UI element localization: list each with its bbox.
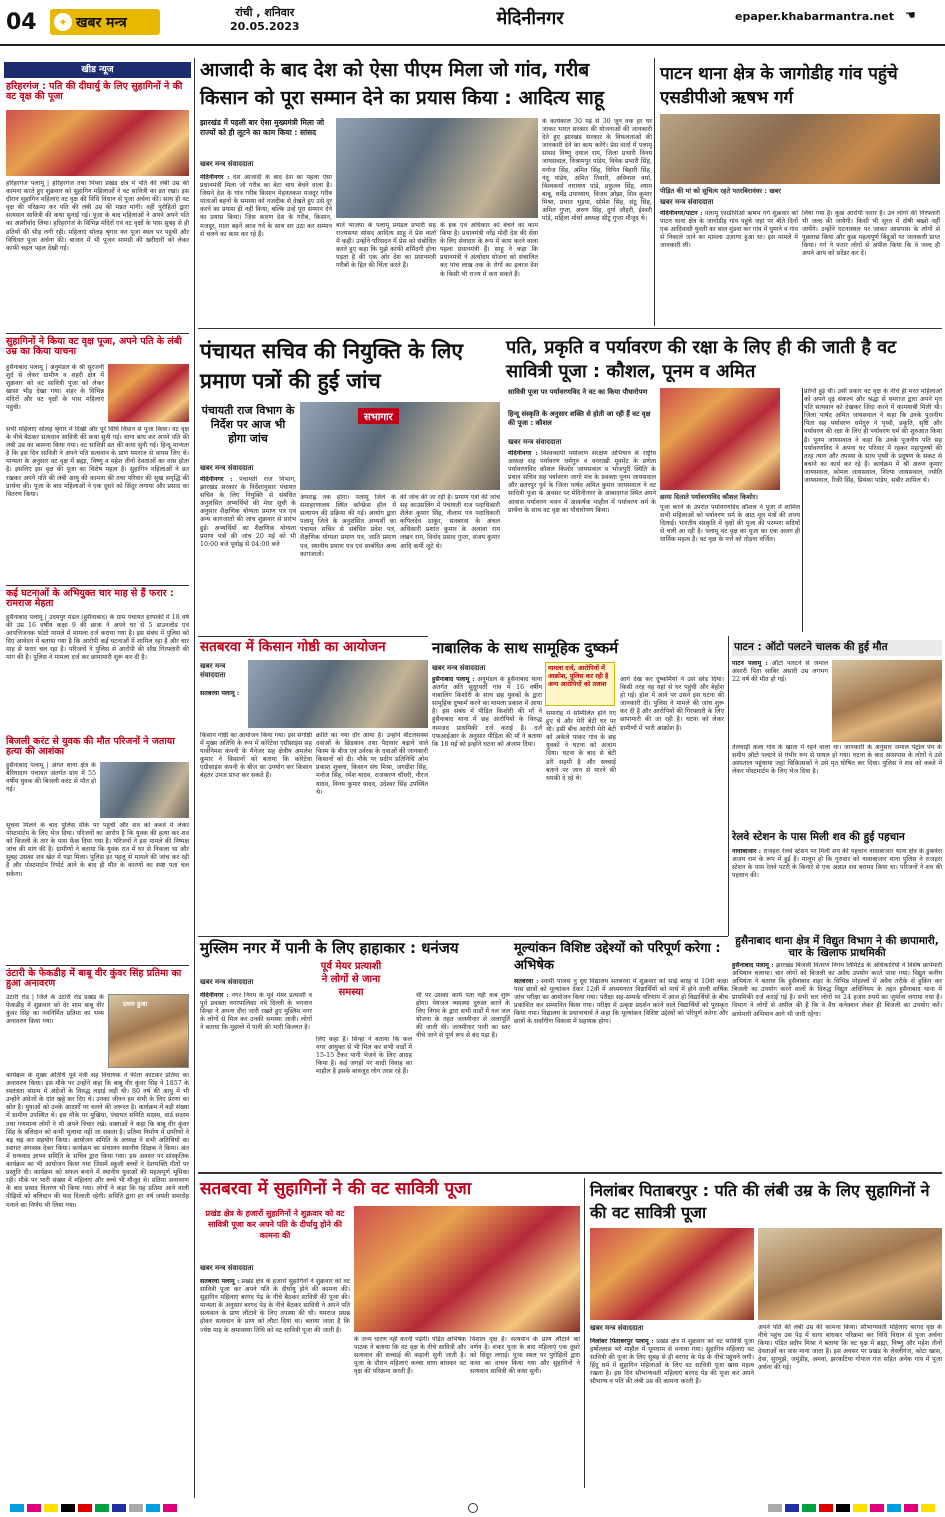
byline: खबर मन्त्र संवाददाता xyxy=(660,198,714,206)
photo-label: प्रथम हुआ xyxy=(123,1000,148,1008)
story-body: नावाबाजार : राजहरा रेलवे स्टेशन पर मिली शव की पहचान नावाबाजार थाना क्षेत्र के डुकवेरा अजय राम के रूप में हुई है। मालूम हो कि गुरुवार को नावाबाजार थाना पुलिस ने राजहरा स्टेशन के पास रेलवे पटरी के किनारे से एक अज्ञात शव बरामद किया था। परिजनों ने शव की पहचान की। xyxy=(732,848,942,880)
story-body: किसान गोष्ठी का आयोजन किया गया। इस संगोष्ठी में मुख्य अतिथि के रूप में कोरेटेवा एग्रीसाइंस सह पार्वनिमश कंपनी के मैनेजर सह क्षेत्रीय अमलेश कुमार ने किसानों को बताया कि कोरेटेवा एग्रीसाइंस कंपनी के बीज का उपयोग कर किसान बेहतर उपज प्राप्त कर सकते हैं। xyxy=(200,732,312,780)
story-body: अपराह्न तक होगा। पलामू जिले के समाहरणालय स्थित कॉन्फ्रेंस हॉल में सत्यापन की प्रक्रिया की गई। आयोग द्वारा पलामू जिले के अनुशंसित अभ्यर्थी का पंचायत सचिव से संबंधित प्रवेश पत्र, शैक्षणिक योग्यता प्रमाण पत्र, जाति प्रमाण पत्र, स्थानीय प्रमाण पत्र एवं सम्बंधित अन्य कागजातों। xyxy=(300,494,396,558)
story-body: मेदिनीनगर/पाटन : पलामू एसडीपीओ ऋषभ गर्ग शुक्रवार को पाटन थाना क्षेत्र के जागोडीह गांव पहुंचे जहां पर बीते दिनों एक आदिवासी युवती का बाल मुंडवा कर गांव में घुमाने व गांव से निकाले जाने का मामला उजागर हुआ था। इस मामले में जानकारी ली। xyxy=(660,210,798,250)
bijli-headline[interactable]: हुसैनाबाद थाना क्षेत्र में विद्युत विभाग ने की छापामारी, चार के खिलाफ प्राथमिकी xyxy=(735,935,939,959)
story-body: के हक एवं अधिकार को बेचने का काम किया है। प्रधानमंत्री नरेंद्र मोदी देश की सेवा के लिए सेवादार के रूप में काम करने वाला पहला प्रधानमंत्री हैं। साहू ने कहा कि प्रधानमंत्री ने अंत्योदय योजना को संचालित कर पांच लाख तक के रोगों का इलाज देश के किसी भी राज्य में करा सकते हैं। xyxy=(440,222,538,278)
news-photo xyxy=(832,660,942,742)
story-dateline: हुसैनाबाद पलामू : xyxy=(432,676,475,683)
story-dateline: मेदिनीनगर/पाटन : xyxy=(660,210,703,217)
registration-strip xyxy=(0,1498,945,1517)
story-dateline: सतबरवा पलामू : xyxy=(200,1278,240,1285)
vat-kicker: सावित्री पूजा पर पर्यावरणविद ने वट का किया पौधारोपण xyxy=(508,388,648,396)
story-body: की जांच की जा रही है। प्रमाण पत्रों की जांच सह काउंसलिंग में पंचायती राज पदाधिकारी शैलेश कुमार सिंह, नीलाम पत्र पदाधिकारी कपिलदेव ठाकुर, सतबरवा के अंचल अधिकारी प्रशांत कुमार के अलावा राम लखन राम, विनोद प्रसाद गुप्ता, संजय कुमार आदि कर्मी जुटे थे। xyxy=(400,494,500,550)
story-body: थी पर उसका कार्य पता नहीं कब शुरू होगा। पेयजल व्यवस्था दुरुस्त करने के लिए निगम के द्वारा सभी वार्डों में नल जल योजना के तहत जलमीनार से जलापूर्ति की जाती थी। जलमीनार पानी का स्तर नीचे जाने से पूर्ण रूप से बंद पड़ा है। xyxy=(416,992,510,1040)
nabalik-kicker: मामला दर्ज, आरोपियों में आक्रोश, पुलिस कर रही है अन्य आरोपियों को तलाश xyxy=(545,662,615,706)
kisan-headline[interactable]: सतबरवा में किसान गोष्ठी का आयोजन xyxy=(200,639,386,655)
lead-headline-line2[interactable]: किसान को पूरा सम्मान देने का प्रयास किया : आदित्य साहू xyxy=(200,87,604,109)
byline: खबर मन्त्र संवाददाता xyxy=(432,664,486,672)
story-body: मेदिनीनगर : विश्वव्यापी पर्यावरण संरक्षण अभियान के राष्ट्रीय अध्यक्ष सह पर्यावरण धर्मगुरु व वनराखी मूवमेंट के प्रणेता पर्यावरणविद कौशल किशोर जायसवाल व भोजपुरी स्थिति के प्रधान सचिव सह पर्यावरण जागो मंच के प्रवक्ता पूनम जायसवाल और छतरपुर पूर्व के जिला पार्षद अमित कुमार जायसवाल ने वट सावित्री पूजा के अवसर पर मेदिनीनगर के आबादगंज स्थित अपने आवास पर्यावरण भवन में आकर्षक माहौल में पर्यावरण धर्म के प्रार्थना के साथ वट वृक्ष का पौधारोपण किया। xyxy=(508,450,656,514)
epaper-link[interactable]: epaper.khabarmantra.net xyxy=(735,10,894,23)
story-headline[interactable]: कई घटनाओं के अभियुक्त चार माह से हैं फरार : रामराज मेहता xyxy=(6,588,174,610)
story-body: के कार्यकाल 30 मई से 30 जून तक हर घर जाकर भारत सरकार की योजनाओं की जानकारी देते हुए झारखंड सरकार के विफलताओं की जानकारी देने का काम करेंगे। प्रेस वार्ता में पलामू सांसद विष्णु दयाल राम, जिला प्रभारी विनय जायसवाल, विश्रामपुर पांडेय, विवेक प्रभारी सिंह, मनोज सिंह, अमित सिंह, विपिन बिहारी सिंह, नंदू पांडेय, अमित तिवारी, अविनाश वर्मा, विश्वकर्मा नारायण पांडे, प्रफुल्ल सिंह, श्याम बाबू, धर्मेंद्र उपाध्याय, विजय ओझा, शिव कुमार मिश्रा, प्रभात भुइया, सोमेश सिंह, संटू सिंह, अमित गुप्ता, अरुण सिंह, दुर्गा जौहरी, ईश्वरी पांडे, महिला मोर्चा अध्यक्ष सीटू गुप्ता मौजूद थे। xyxy=(542,118,652,223)
story-body: पूजा करने के उपरांत पर्यावरणविद कौशल ने पूजा में शामिल सभी महिलाओं को पर्यावरण धर्म के आठ मूल मंत्रों की शपथ दिलाई। भारतीय संस्कृति में वृक्षों की पूजा की परम्परा सदियों से चली आ रही है। पलामू वट वृक्ष का पूजा का एक अलग ही धार्मिक महत्व है। वट वृक्ष के पत्ते को तोड़ना वर्जित। xyxy=(660,504,800,544)
lead-photo xyxy=(336,118,538,218)
byline: खबर मन्त्र संवाददाता xyxy=(200,978,254,986)
story-dateline: पाटन पलामू : xyxy=(732,660,768,667)
story-body: आगे देख कर दुष्कर्मियों ने उसे छोड़ दिया। किसी तरह वह वहां से घर पहुंची और बेहोश हो गई। होश में आने पर उसने इस घटना की जानकारी दी। पुलिस ने मामले की जांच शुरू कर दी है और आरोपियों की गिरफ्तारी के लिए छापामारी की जा रही है। घटना को लेकर ग्रामीणों में भारी आक्रोश है। xyxy=(620,676,724,732)
story-body: तेलवाड़ी कला गांव के खाता में रहने वाला था। जानकारी के अनुसार जमाल पेट्रोल पंप के समीप ऑटो पलटने से गंभीर रूप से घायल हो गया। घटना के बाद आसपास के लोगों ने उसे अस्पताल पहुंचाया जहां चिकित्सकों ने उसे मृत घोषित कर दिया। पुलिस ने शव को कब्जे में लेकर पोस्टमार्टम के लिए भेज दिया है। xyxy=(732,744,942,776)
story-body: विशाल वृक्ष है। सत्यवान के प्राण लौटाने का वर्णन है। शंकर पूजा के बाद महिलाएं एक दूसरे को सिंदूर लगाई। पूजा स्थल पर पुरोहितों द्वारा कथा का वाचन किया गया और सुहागिनों ने सत्यवान सावित्री की कथा सुनी। xyxy=(470,1336,580,1376)
issue-date: 20.05.2023 xyxy=(230,20,300,33)
story-body: सभी महिलाएं सोलह श्रृंगार में दिखीं और पूरे विधि विधान से पूजा किया। वट वृक्ष के नीचे बैठकर सत्यवान सावित्री की कथा सुनी गई। धागा बांध कर अपने पति की लंबी उम्र का कामना किया गया। वट सावित्री व्रत की कथा सुनी गई। हिन्दू मान्यता है कि इस दिन सावित्री ने अपने पति सत्यवान के प्राण यमराज से वापस लिए थे। मान्यता के अनुसार वट वृक्ष में ब्रह्मा, विष्णु व महेश तीनों देवताओं का वास होता है। इसलिए इस वृक्ष की पूजा का विशेष महत्व है। सुहागिन महिलाओं ने व्रत रखकर अपने पति की लंबी आयु की कामना की तथा परिवार की सुख समृद्धि की प्रार्थना की। पूजा के बाद महिलाओं ने एक दूसरे को सिंदूर लगाया और प्रसाद का वितरण किया। xyxy=(6,426,189,498)
story-headline[interactable]: हरिहरगंज : पति की दीघार्यु के लिए सुहागिनों ने की वट वृक्ष की पूजा xyxy=(6,81,183,103)
auto-headline[interactable]: पाटन : ऑटो पलटने चालक की हुई मौत xyxy=(732,640,942,656)
story-headline[interactable]: उंटारी के फेकडीह में बाबू वीर कुंवर सिंह प्रतिमा का हुआ अनावरण xyxy=(6,968,182,990)
panchayat-headline[interactable]: पंचायत सचिव की नियुक्ति के लिए प्रमाण पत्रों की हुई जांच xyxy=(200,339,463,393)
story-dateline: सतबरवा पलामू : xyxy=(200,690,240,697)
story-dateline: मेदिनीनगर : xyxy=(508,450,538,457)
story-body: लिए कहा है। सिन्हा ने बताया कि कल नगर आयुक्त से भी मिल कर सभी वार्डों में 15-15 टैंकर पानी भेजने के लिए आग्रह किया है। कई जगहों पर शादी विवाह का माहौल है इसके बावजूद लोग तरस रहे हैं। xyxy=(316,1036,412,1076)
story-dateline: हुसैनाबाद पलामू : xyxy=(732,962,774,969)
place-day: रांची , शनिवार xyxy=(235,6,295,19)
edition-city: मेदिनीनगर xyxy=(496,8,564,29)
story-body: पाटन पलामू : ऑटो पलटने से जमाल अंसारी पिता साबिर अंसारी उम्र लगभग 22 वर्ष की मौत हो गई। xyxy=(732,660,828,684)
story-dateline: निलांबर पिताबरपुर पलामू : xyxy=(590,1338,654,1345)
byline: खबर मन्त्र संवाददाता xyxy=(590,1324,644,1332)
story-body: हुसैनाबाद पलामू : झारखंड बिजली वितरण निगम लिमिटेड के अधिकारियों ने विशेष छापेमारी अभियान चलाया। चार लोगों को बिजली का अवैध उपयोग करते पाया गया। विद्युत कनीय अभियंता ने बताया कि हुसैनाबाद शहर के विभिन्न मोहल्लों में अवैध तरीके से हुकिंग कर बिजली का उपयोग करने वालों के विरुद्ध विद्युत अधिनियम के तहत हुसैनाबाद थाना में प्राथमिकी दर्ज कराई गई है। सभी चार लोगों पर 24 हजार रुपये का जुर्माना लगाया गया है। विभाग ने लोगों से अपील की है कि वे वैध कनेक्शन लेकर ही बिजली का उपयोग करें। छापेमारी अभियान आगे भी जारी रहेगा। xyxy=(732,962,942,1018)
vat-headline[interactable]: पति, प्रकृति व पर्यावरण की रक्षा के लिए ही की जाती है वट सावित्री पूजा : कौशल, पूनम व अमित xyxy=(506,337,897,382)
story-body: क्रांति का नया दौर आया है। उन्होंने बीटलसक्स दवाओं के छिड़काव तथा पैदावार बढ़ाने वाले किस्म के बीज एवं उर्वरक के दवाओं की जानकारी किसानों को दी। मौके पर प्रदीप प्रतिनिधि ओम प्रकाश शुक्ला, किसान संघ मिश्रा, जगदीश सिंह, मनोज सिंह, रमेश यादव, राजकरण चौधरी, नीरज यादव, विनय कुमार यादव, उदेश्वर सिंह उपस्थित थे। xyxy=(316,732,428,796)
byline: खबर मन्त्र संवाददाता xyxy=(200,464,254,472)
panchayat-subhead: पंचायती राज विभाग के निर्देश पर आज भी होगा जांच xyxy=(201,404,295,445)
photo-caption: छाया दिलाते पर्यावरणविद कौशल किशोर। xyxy=(660,493,758,501)
news-photo xyxy=(758,1228,942,1320)
news-photo xyxy=(300,402,500,490)
story-body: के जन्म धारण नहीं करनी पड़ेगी। पंडित अभिषेक पाठक ने बताया कि वट वृक्ष के नीचे सावित्री और सत्यवान की सच्चाई की कहानी सुनी जाती है। पूजा के दौरान महिलाएं कच्चा धागा बांधकर वट वृक्ष की परिक्रमा करती हैं। xyxy=(354,1336,466,1376)
story-body: सूचना मिलने के बाद पुलिस मौके पर पहुंची और शव को कब्जे में लेकर पोस्टमार्टम के लिए भेज दिया। परिजनों का आरोप है कि युवक की हत्या कर शव को बिजली के तार के पास फेंक दिया गया है। परिजनों ने इस मामले की निष्पक्ष जांच की मांग की है। ग्रामीणों ने बताया कि युवक रात में घर से निकला था और सुबह उसका शव खेत में पड़ा मिला। पुलिस हर पहलू से मामले की जांच कर रही है और पोस्टमार्टम रिपोर्ट आने के बाद ही मौत के कारणों का स्पष्ट पता चल सकेगा। xyxy=(6,822,189,878)
divider xyxy=(198,936,728,937)
byline: खबर मन्त्र संवाददाता xyxy=(200,662,226,679)
dateline xyxy=(230,6,300,34)
story-body: लिया गया है। कुछ आरोपी फरार है। उन लोगों की गिरफ्तारी भी जल्द की जायेगी। किसी भी सूरत में दोषी बख्शे नहीं जायेंगे। उन्होंने घटनास्थल पर जाकर आसपास के लोगों से पूछताछ किया और कुछ महत्वपूर्ण बिंदुओं पर जानकारी प्राप्त किया। गर्ग ने फरार लोगों से अपील किया कि वे जल्द ही अपने आप को सरेंडर कर दें। xyxy=(802,210,940,258)
story-body: बातें भाजपा के पलामू प्रमंडल प्रभारी सह राज्यसभा सांसद आदित्य साहू ने प्रेस वार्ता में कही। उन्होंने परिसदन में प्रेस को संबोधित करते हुए कहा कि मुझे काफी शर्मिंदगी होना पड़ता है की एक ओर देश का प्रधानमंत्री गरीबों के हित की चिंता करते हैं। xyxy=(336,222,436,270)
divider xyxy=(6,333,189,334)
story-body: मेदिनीनगर : पंचायती राज विभाग, झारखंड सरकार के निर्देशानुसार पंचायत सचिव के लिए नियुक्ति से संबंधित अनुशंसित अभ्यर्थियों की मेधा सूची के अनुसार शैक्षणिक योग्यता प्रमाण पत्र एवं अन्य कागजातों की जांच शुक्रवार से प्रारंभ हुई। अभ्यर्थियों का शैक्षणिक योग्यता प्रमाण पत्रों की जांच 20 मई को भी 10:00 बजे पूर्वाह्न से 04:00 बजे xyxy=(200,476,296,548)
railway-headline[interactable]: रेलवे स्टेशन के पास मिली शव की हुई पहचान xyxy=(732,831,905,843)
lead-kicker: झारखंड में पहली बार ऐसा मुख्यमंत्री मिला जो राज्यों को ही लूटने का काम किया : सांसद xyxy=(200,118,325,137)
news-photo xyxy=(590,1228,754,1320)
story-dateline: मेदिनीनगर : xyxy=(200,992,229,999)
column-divider xyxy=(584,1178,585,1488)
news-photo xyxy=(108,364,189,422)
story-body: समारोह में सम्मिलित होने गए हुए थे और मेरी बेटी घर पर थी। इसी बीच आरोपी मेरी बेटी को अकेले पाकर गांव के छह युवकों ने घटना को अंजाम दिया। घटना के बाद से बेटी डरी सहमी है और सच्चाई बताने पर जान से मारने की धमकी दे रहे थे। xyxy=(546,710,616,782)
lead-headline-line1[interactable]: आजादी के बाद देश को ऐसा पीएम मिला जो गांव, गरीब xyxy=(200,59,590,81)
news-photo xyxy=(108,994,189,1068)
section-label: खीड न्यूज xyxy=(4,62,191,78)
byline: खबर मन्त्र संवाददाता xyxy=(200,160,254,168)
color-bar xyxy=(768,1504,935,1512)
story-body: हुसैनाबाद पलामू : अनुमंडल के हुसैनाबाद थाना अंतर्गत अति सुदूरवर्ती गांव में 16 वर्षीय नाबालिग किशोरी के साथ छह युवकों के द्वारा सामूहिक दुष्कर्म करने का मामला प्रकाश में आया है। इस संबंध में पीड़ित किशोरी की माँ ने हुसैनाबाद थाना में छह आरोपियों के विरुद्ध नामजद प्राथमिकी दर्ज कराई है। दर्ज एफआईआर के अनुसार पीड़िता की माँ ने बताया कि 18 मई को इन्होंने घटना को अंजाम दिया। xyxy=(432,676,542,748)
divider xyxy=(6,965,189,966)
divider xyxy=(198,636,428,637)
news-photo xyxy=(660,114,940,184)
satbarwa-subhead: प्रखंड क्षेत्र के हजारों सुहागिनों ने शुक्रवार को वट सावित्री पूजा कर अपने पति के दीर्घायु होने की कामना की xyxy=(205,1209,345,1240)
news-photo xyxy=(248,660,428,728)
story-body: अपने पति की लंबी उम्र की कामना किया। सौभाग्यवती महिलाएं बरगद वृक्ष के नीचे पहुंच उस पेड़ में धागा बांधकर परिक्रमा कर विधि विधान से पूजा अर्चना किया। पंडित प्रदीप मिश्रा ने बताया कि वट वृक्ष में ब्रह्मा, विष्णु और महेश तीनों देवताओं का वास माना जाता है। इस अवसर पर प्रखंड के लेस्लीगंज, कोटा खास, देवा, सुरमुझे, जमुंडीह, अमवा, झरकटिया गोपाल गंज सहित अनेक गांव में पूजा अर्चना की गई। xyxy=(758,1324,942,1372)
color-bar xyxy=(10,1504,177,1512)
vat-kicker: हिन्दू संस्कृति के अनुसार शक्ति से होती जा रही हैं वट वृक्ष की पूजा : कौशल xyxy=(508,410,651,427)
story-body: निलांबर पिताबरपुर पलामू : प्रखंड क्षेत्र में शुक्रवार को वट सावित्री पूजा हर्षोल्लास भरे माहौल में धूमधाम से मनाया गया। सुहागिन महिलाएं वट सावित्री की पूजा के लिए सुबह से ही बरगद के पेड़ के नीचे पहुंचने लगी। हिंदू धर्म में सुहागिन महिलाओं के लिए वट सावित्री पूजा खास महत्व रखता है। इस दिन सौभाग्यवती महिलाएं बरगद पेड़ की पूजा कर अपने सौभाग्य व पति की लंबी उम्र की कामना करती हैं। xyxy=(590,1338,754,1386)
brand-logo[interactable] xyxy=(50,9,160,35)
story-dateline: मेदिनीनगर : xyxy=(200,476,233,483)
divider xyxy=(198,1172,942,1174)
column-divider xyxy=(802,388,803,632)
news-photo xyxy=(6,110,189,176)
masthead xyxy=(0,0,945,46)
news-photo xyxy=(660,388,780,490)
news-photo xyxy=(100,762,189,818)
hand-pointer-icon: ☚ xyxy=(905,8,916,22)
story-body: मेदिनीनगर : देश आजादी के बाद देश का पहला ऐसा प्रधानमंत्री मिला जो गरीब का बेटा चाय बेचने वाला है। जिसने देश के गांव गरीब किसान मेहनतकश मजदूर गरीब माताओं बहनों के समस्या को नजदीक से देखते हुए उसे दूर करने का प्रयास ही नहीं किया, बल्कि उन्हें पूरा सम्मान देने का प्रयास किया। जिस कारण देश के गरीब, किसान, मजदूर, माता बहनें आज गर्व के साथ सर उठा कर सम्मान से चलने का काम कर रहे हैं। xyxy=(200,174,332,238)
story-body: मेदिनीनगर : नगर निगम के पूर्व मेयर प्रत्याशी व पूर्व प्रवक्ता नगरपालिका नये दिल्ली के भगवान सिन्हा ने अपना दौरा जारी रखते हुए मुस्लिम नगर के लोगों से मिल कर उनकी समस्या जानी। लोगों ने बताया कि मुहल्ले में पानी की भारी किल्लत है। xyxy=(200,992,312,1032)
story-body: सतबरवा : स्वामी पालस नु दूध विद्यालय सतबरवा में शुक्रवार को साढ़े बारह से 10वीं कक्षा पास छात्रों को मूल्यांकन देकर 12वीं में अध्ययनरत विद्यार्थियों को मार्च में होने वाली वार्षिक जांच परीक्षा का आयोजन किया गया। परीक्षा सह-सम्पर्क परिणाम में आज हो विद्यार्थियों के बीच प्रकाशित कर सम्मानित किया गया। परीक्षा में उत्कृष्ट प्रदर्शन करने वाले विद्यार्थियों को पुरस्कृत किया गया। विद्यालय के प्रधानाचार्य ने कहा कि मूल्यांकन विशिष्ट उद्देश्यों को परिपूर्ण करेगा और छात्रों के सर्वांगीण विकास में सहायक होगा। xyxy=(514,978,728,1026)
story-body: कार्यक्रम के मुख्य अतिथि पूर्व मंत्री सह विधायक ने फीता काटकर प्रतिमा का अनावरण किया। इस मौके पर उन्होंने कहा कि बाबू वीर कुंवर सिंह ने 1857 के स्वतंत्रता संग्राम में अंग्रेजों के विरुद्ध लड़ाई लड़ी थी। 80 वर्ष की आयु में भी उन्होंने अंग्रेजों के दांत खट्टे कर दिए थे। उनका जीवन हम सभी के लिए प्रेरणा का स्रोत है। युवाओं को उनके आदर्शों पर चलने की जरूरत है। कार्यक्रम में बड़ी संख्या में ग्रामीण उपस्थित थे। इस मौके पर मुखिया, पंचायत समिति सदस्य, वार्ड सदस्य तथा गणमान्य लोगों ने भी अपने विचार रखे। वक्ताओं ने कहा कि बाबू वीर कुंवर सिंह के बलिदान को कभी भुलाया नहीं जा सकता है। प्रतिमा निर्माण में ग्रामीणों ने बढ़ चढ़ कर सहयोग किया। आयोजन समिति के अध्यक्ष ने सभी अतिथियों का स्वागत अंगवस्त्र देकर किया। कार्यक्रम का संचालन स्थानीय शिक्षक ने किया। अंत में धन्यवाद ज्ञापन समिति के सचिव द्वारा किया गया। इस अवसर पर सांस्कृतिक कार्यक्रम का भी आयोजन किया गया जिसमें स्कूली बच्चों ने देशभक्ति गीतों पर प्रस्तुति दी। कार्यक्रम को सफल बनाने में स्थानीय युवाओं की महत्वपूर्ण भूमिका रही। मौके पर भारी संख्या में महिलाएं और बच्चे भी मौजूद थे। प्रतिमा अनावरण के बाद प्रसाद वितरण भी किया गया। लोगों ने कहा कि यह प्रतिमा आने वाली पीढ़ियों को बलिदान की याद दिलाती रहेगी। समिति द्वारा हर वर्ष जयंती समारोह मनाने का निर्णय भी लिया गया। xyxy=(6,1072,189,1209)
story-body: उंटारी रोड | जिले के उंटारी रोड प्रखंड के फेकडीह में शुक्रवार को देर शाम बाबू वीर कुंवर सिंह का नवनिर्मित प्रतिमा का भव्य अनावरण किया गया। xyxy=(6,994,104,1026)
mulyankan-headline[interactable]: मूल्यांकन विशिष्ट उद्देश्यों को परिपूर्ण करेगा : अभिषेक xyxy=(514,941,721,973)
story-body: हुसैनाबाद पलामू | उदयपुर मंडल (हुसैनाबाद) के ग्राम पंचायत हरपाकी में 18 वर्ष की उम्र 16 वर्षीय कक्षा 9 की छात्रा ने अपने घर से 5 डाउनलोड एवं आपत्तिजनक फोटो मामले में मामला दर्ज कराया गया है। इस संबंध में पुलिस को दिए आवेदन में बताया गया है कि आरोपी कई घटनाओं में शामिल रहा है और चार माह से फरार चल रहा है। परिजनों ने पुलिस से आरोपी की शीघ्र गिरफ्तारी की मांग की है। पुलिस ने मामला दर्ज कर छापामारी शुरू कर दी है। xyxy=(6,614,189,662)
story-body: सतबरवा पलामू : प्रखंड क्षेत्र के हजारों सुहागिनों ने शुक्रवार को वट सावित्री पूजा कर अपने पति के दीर्घायु होने की कामना की। सुहागिन महिलाएं बरगद पेड़ के नीचे बैठकर सावित्री की पूजा की। मान्यता के अनुसार बरगद पेड़ के नीचे बैठकर सावित्री ने अपने पति सत्यवान के प्राण लौटाने के लिए तपस्या की थी। यमराज प्रसन्न होकर सत्यवान के प्राण को लौटा दिया था। बताया जाता है कि ज्येष्ठ माह के अमावस्या तिथि को वट सावित्री पूजा की जाती है। xyxy=(200,1278,350,1334)
muslim-headline[interactable]: मुस्लिम नगर में पानी के लिए हाहाकार : धनंजय xyxy=(200,939,459,957)
story-body: हुसैनाबाद पलामू | अनुमंडल के श्री सूरजनी शुर्द से लेकर ग्रामीण व शहरी क्षेत्र में शुक्रवार को वट सावित्री पूजा को लेकर खासा भीड़ देखा गया। शहर के विभिन्न मंदिरों और वट वृक्षों के पास महिलाएं पहुंची। xyxy=(6,364,104,412)
story-body: हुसैनाबाद पलामू | अंगत थाना क्षेत्र के बैरियादाग पंचायत अंतर्गत ग्राम में 55 वर्षीय युवक की बिजली करंट से मौत हो गई। xyxy=(6,762,96,794)
photo-caption: पीड़ित की मां को सूचित्य रहते पतरबिरावंवर : खबर xyxy=(660,187,781,195)
story-dateline: नावाबाजार : xyxy=(732,848,762,855)
story-headline[interactable]: बिजली करंट से युवक की मौत परिजनों ने जताया हत्या की आशंका xyxy=(6,736,175,758)
byline: खबर मन्त्र संवाददाता xyxy=(508,438,562,446)
column-divider xyxy=(654,58,655,326)
story-headline[interactable]: सुहागिनों ने किया वट वृक्ष पूजा, अपने पति के लंबी उम्र का किया याचना xyxy=(6,336,182,358)
nabalik-headline[interactable]: नाबालिक के साथ सामूहिक दुष्कर्म xyxy=(432,639,619,657)
muslim-sidebar: पूर्व मेयर प्रत्याशी ने लोगों से जाना समस्या xyxy=(320,961,382,998)
top-right-headline[interactable]: पाटन थाना क्षेत्र के जागोडीह गांव पहुंचे एसडीपीओ ऋषभ गर्ग xyxy=(660,64,898,108)
satbarwa-headline[interactable]: सतबरवा में सुहागिनों ने की वट सावित्री पूजा xyxy=(200,1179,472,1199)
divider xyxy=(6,585,189,586)
brand-logo-icon: ✦ xyxy=(54,13,72,31)
story-body: प्राप्ति हुई थी। उसी प्रकार वट वृक्ष के नीचे ही मरत महिलाओं को अपने दृढ़ संकल्प और श्रद्धा से यमराज द्वारा अपने मृत पति सत्यवान को देखकर जिंदा करने में कामयाबी मिली थी। जिला पार्षद अमित जायसवाल ने कहा कि उनके पूजनीय पिता सह पर्यावरण धर्मगुरु ने पृथ्वी, प्रकृति, सृष्टि और पर्यावरण की रक्षा के लिए ही पर्यावरण धर्म की शुरुआत किया है। पूनम जायसवाल ने कहा कि उनके पूजनीय पति सह पर्यावरणविद ने अपना घर परिवार में रहकर महापुरुषों की तरह त्याग और तपस्या के साथ पृथ्वी के प्रदूषण के संकट से बचाने का कार्य कर रहे हैं। कार्यक्रम में श्री अरुण कुमार जायसवाल, कोमल जायसवाल, शिल्पा जायसवाल, ज्योति जायसवाल, रिकी सिंह, प्रियंका पांडेय, सबीर शामिल थे। xyxy=(804,388,942,485)
story-dateline: मेदिनीनगर : xyxy=(200,174,230,181)
column-divider xyxy=(728,636,729,936)
nilambar-headline[interactable]: निलांबर पिताबरपुर : पति की लंबी उम्र के लिए सुहागिनों ने की वट सावित्री पूजा xyxy=(590,1181,930,1222)
byline: खबर मन्त्र संवाददाता xyxy=(200,1264,254,1272)
story-body: हरिहरगंज पलामू | हरिहरगंज तथा पिपरा प्रखंड क्षेत्र में पति की लंबी उम्र की कामना करते हुए शुक्रवार को सुहागिन महिलाओं ने वट सावित्री का व्रत रखा। इस दौरान सुहागिन महिलाएं वट वृक्ष की विधि विधान से पूजा अर्चना की। साथ ही वट वृक्ष की परिक्रमा कर पति की लंबी उम्र की मन्नत मांगी। वहीं पुरोहितों द्वारा सत्यवान सावित्री की कथा सुनाई गई। पूजा के बाद महिलाओं ने अपने अपने पति का आशीर्वाद लिया। हरिहरगंज के विभिन्न मंदिरों एवं वट वृक्षों के पास सुबह से ही व्रतियों की भीड़ लगी रही। महिलाएं सोलह श्रृंगार कर पूजा स्थल पर पहुंची और विधिवत पूजा अर्चना की। बाजार में भी पूजन सामग्री की खरीदारी को लेकर काफी चहल पहल देखी गई। xyxy=(6,180,189,252)
news-photo xyxy=(354,1206,580,1332)
photo-sign: सभागार xyxy=(358,408,399,424)
page-number: 04 xyxy=(6,10,37,35)
registration-mark-icon xyxy=(468,1503,478,1513)
column-divider xyxy=(194,58,195,1498)
brand-name: खबर मन्त्र xyxy=(76,14,127,31)
divider xyxy=(198,328,942,329)
story-dateline: सतबरवा : xyxy=(514,978,539,985)
